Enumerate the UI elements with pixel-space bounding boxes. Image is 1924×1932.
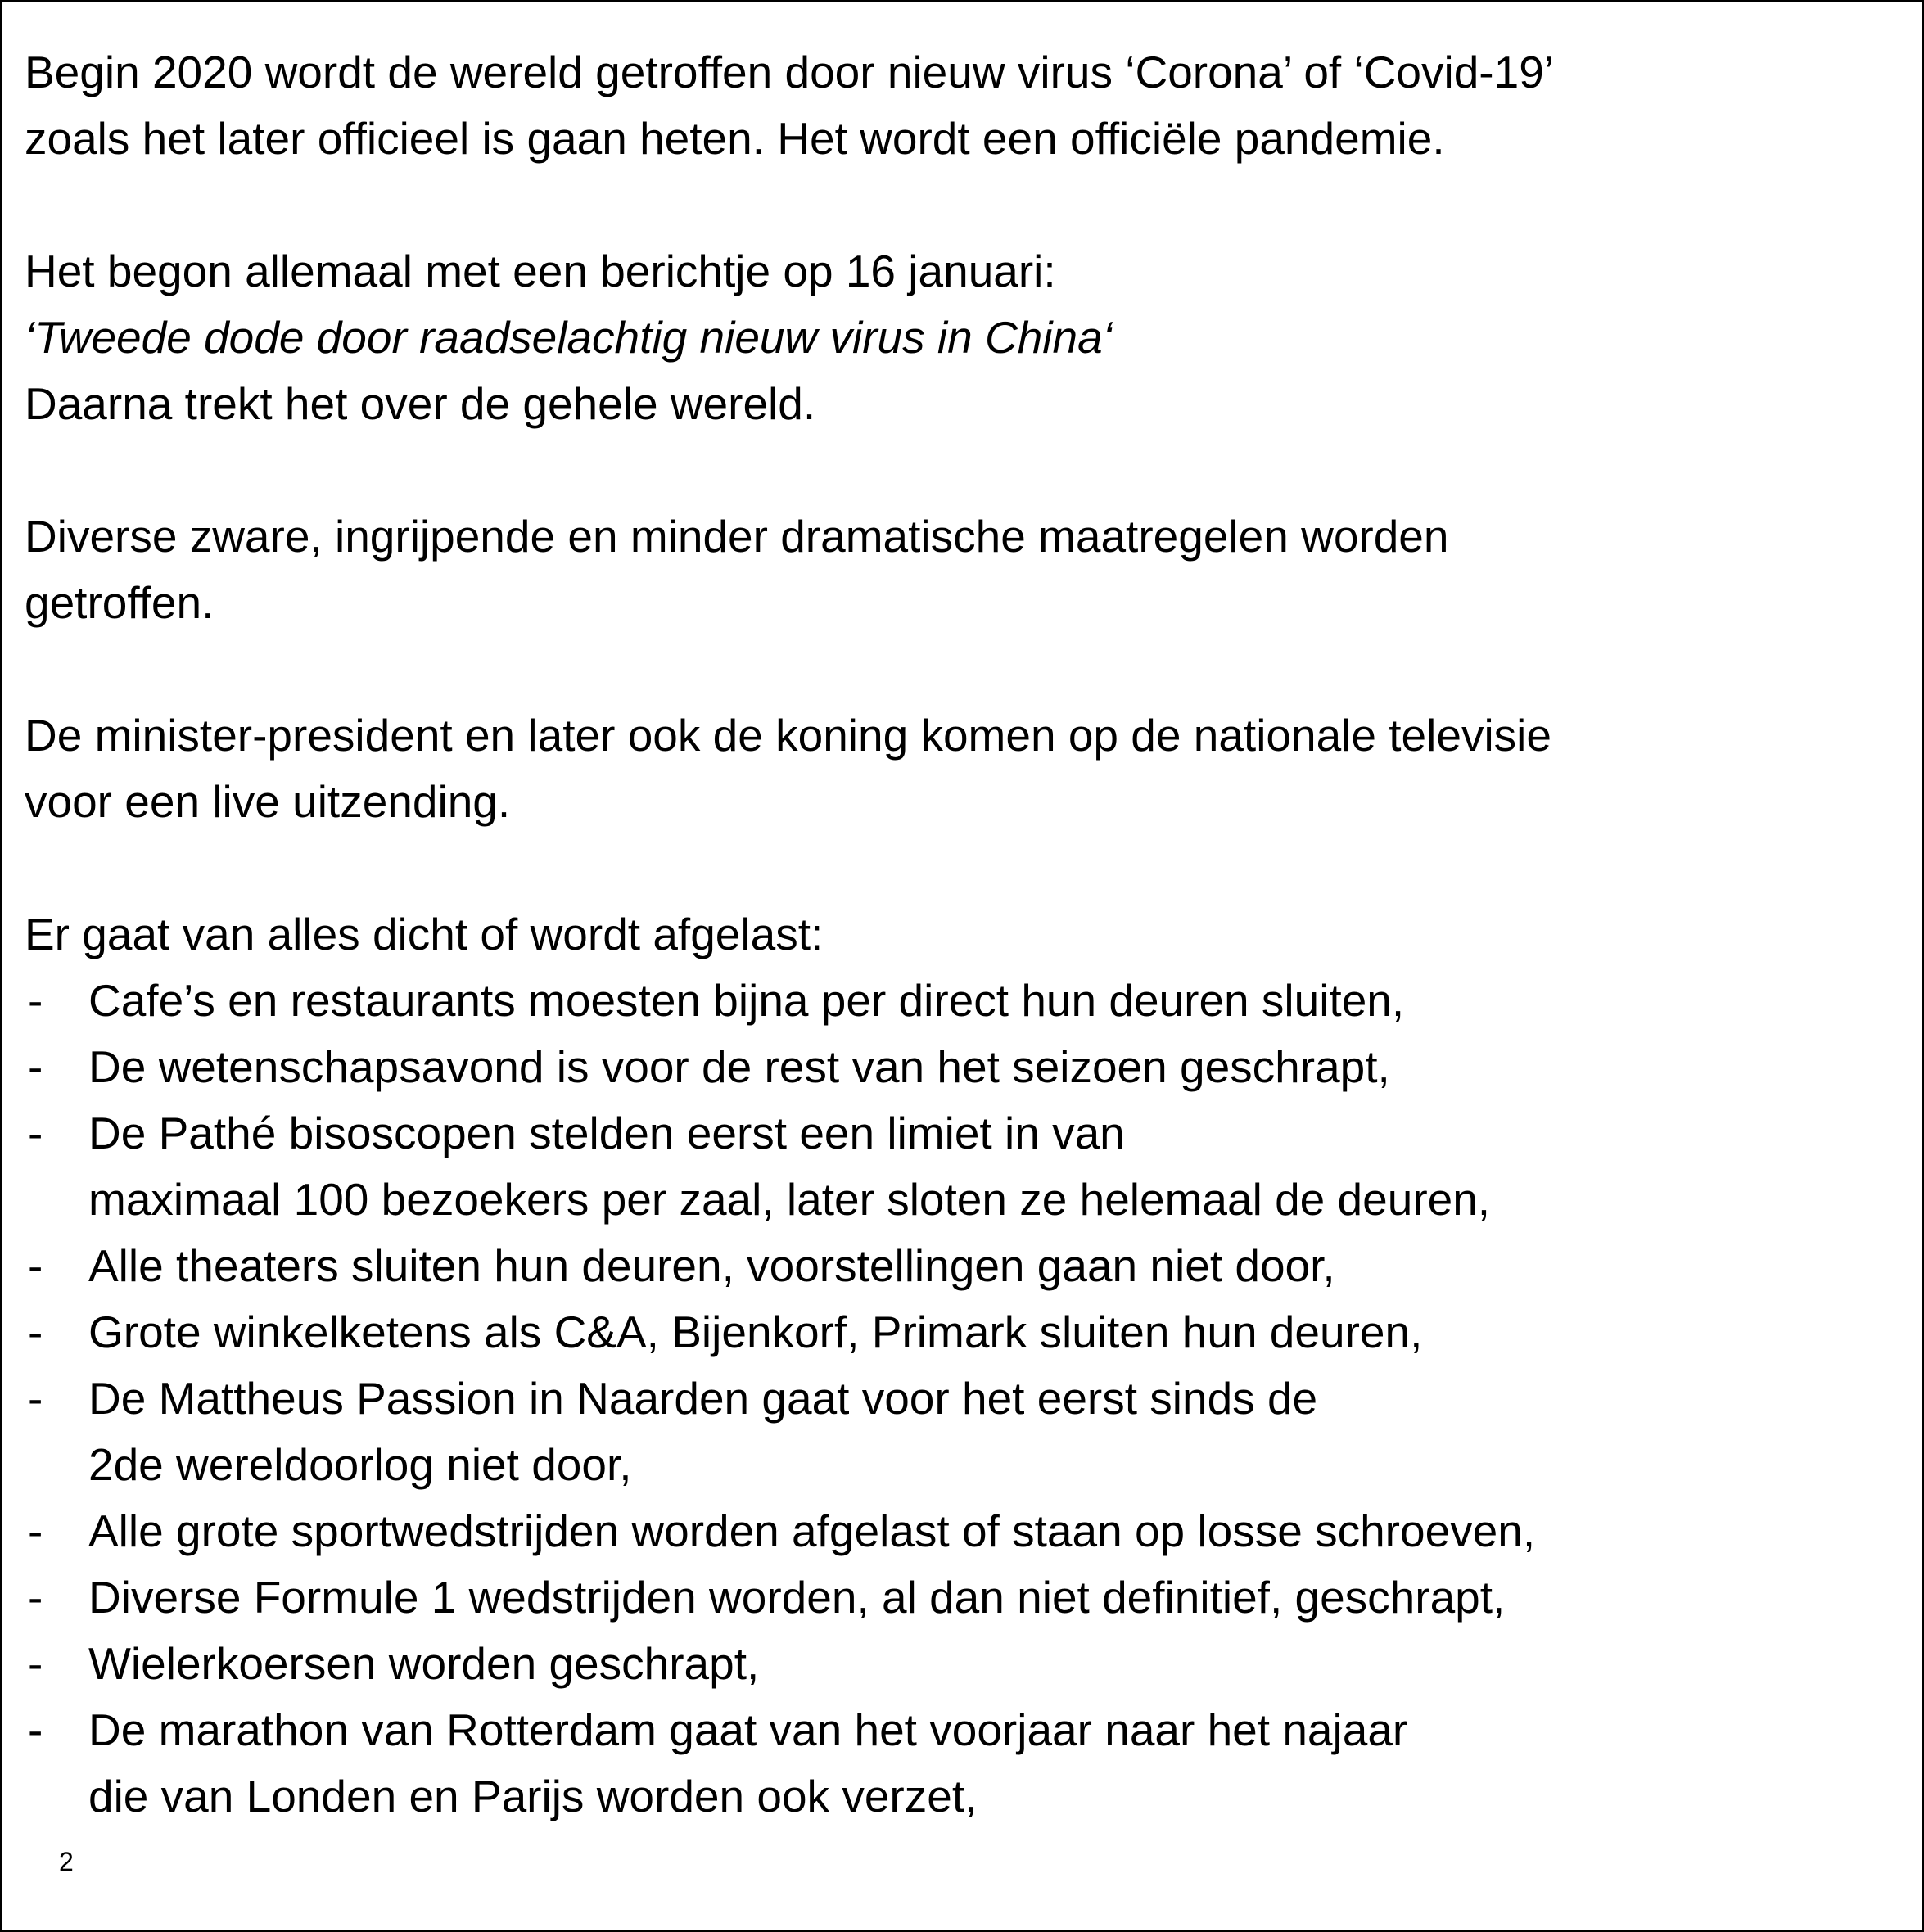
list-bullet-dash: - [28, 1373, 43, 1424]
paragraph-news [25, 238, 1908, 437]
paragraph-intro [25, 39, 1908, 172]
text-line: Het begon allemaal met een berichtje op 16 januari: [25, 246, 1056, 296]
list-item [25, 1697, 1908, 1830]
list-item [25, 1631, 1908, 1697]
paragraph-spacer [25, 636, 1908, 702]
list-bullet-dash: - [28, 1638, 43, 1689]
list-bullet-dash: - [28, 1704, 43, 1755]
list-item [25, 1100, 1908, 1233]
list-bullet-dash: - [28, 975, 43, 1026]
list-item-line: Cafe’s en restaurants moesten bijna per direct hun deuren sluiten, [88, 975, 1405, 1026]
list-item-line: 2de wereldoorlog niet door, [88, 1439, 632, 1490]
list-item-line: Grote winkelketens als C&A, Bijenkorf, Primark sluiten hun deuren, [88, 1307, 1423, 1357]
paragraph-measures [25, 503, 1908, 636]
page-number: 2 [59, 1847, 74, 1876]
list-bullet-dash: - [28, 1240, 43, 1291]
list-bullet-dash: - [28, 1505, 43, 1556]
list-item [25, 1233, 1908, 1299]
list-item [25, 968, 1908, 1034]
list-item [25, 1498, 1908, 1564]
list-item [25, 1564, 1908, 1631]
list-item-line: Wielerkoersen worden geschrapt, [88, 1638, 760, 1689]
text-line: getroffen. [25, 577, 215, 628]
paragraph-broadcast [25, 702, 1908, 835]
paragraph-spacer [25, 437, 1908, 503]
text-line: Begin 2020 wordt de wereld getroffen door nieuw virus ‘Corona’ of ‘Covid-19’ [25, 47, 1555, 97]
list-item-line: De Pathé bisoscopen stelden eerst een limiet in van [88, 1108, 1125, 1158]
paragraph-spacer [25, 835, 1908, 901]
list-item-line: Diverse Formule 1 wedstrijden worden, al dan niet definitief, geschrapt, [88, 1572, 1506, 1623]
text-line: zoals het later officieel is gaan heten. Het wordt een officiële pandemie. [25, 113, 1445, 164]
list-item [25, 1365, 1908, 1498]
list-bullet-dash: - [28, 1108, 43, 1158]
list-intro [25, 901, 1908, 968]
closures-list [25, 968, 1908, 1830]
list-item-line: Alle theaters sluiten hun deuren, voorstellingen gaan niet door, [88, 1240, 1335, 1291]
text-line: Daarna trekt het over de gehele wereld. [25, 378, 816, 429]
news-headline-quote: ‘Tweede dode door raadselachtig nieuw virus in China‘ [25, 312, 1113, 363]
document-body [25, 39, 1908, 1830]
text-line: voor een live uitzending. [25, 776, 511, 827]
list-item [25, 1034, 1908, 1100]
list-item-line: Alle grote sportwedstrijden worden afgelast of staan op losse schroeven, [88, 1505, 1536, 1556]
list-item-line: De Mattheus Passion in Naarden gaat voor het eerst sinds de [88, 1373, 1318, 1424]
list-bullet-dash: - [28, 1307, 43, 1357]
text-line: De minister-president en later ook de koning komen op de nationale televisie [25, 710, 1551, 761]
list-item-line: De wetenschapsavond is voor de rest van het seizoen geschrapt, [88, 1041, 1390, 1092]
text-line: Diverse zware, ingrijpende en minder dramatische maatregelen worden [25, 511, 1449, 562]
list-bullet-dash: - [28, 1572, 43, 1623]
paragraph-spacer [25, 172, 1908, 238]
list-item-line: maximaal 100 bezoekers per zaal, later sloten ze helemaal de deuren, [88, 1174, 1491, 1225]
list-item [25, 1299, 1908, 1365]
list-bullet-dash: - [28, 1041, 43, 1092]
list-item-line: De marathon van Rotterdam gaat van het voorjaar naar het najaar [88, 1704, 1408, 1755]
text-line: Er gaat van alles dicht of wordt afgelast: [25, 909, 824, 959]
list-item-line: die van Londen en Parijs worden ook verzet, [88, 1771, 978, 1821]
